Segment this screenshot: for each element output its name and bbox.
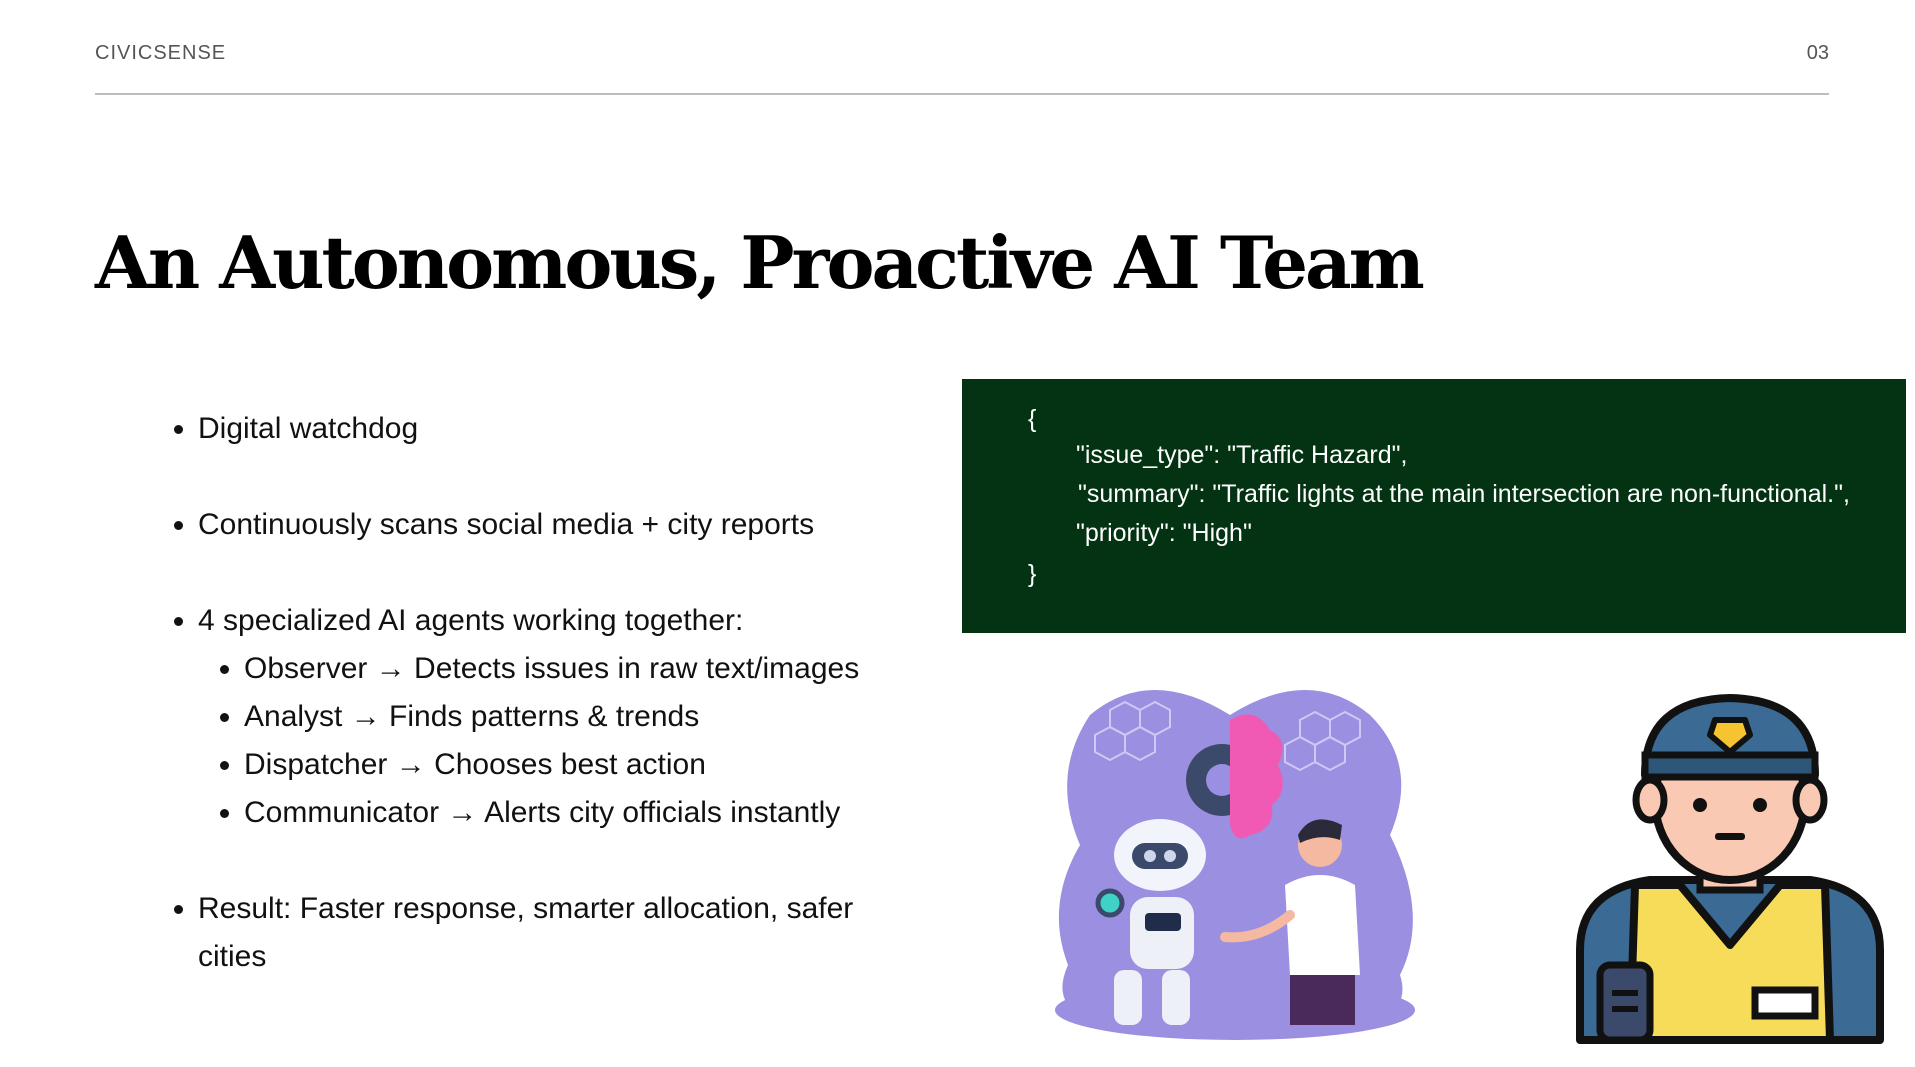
json-code-panel (962, 379, 1906, 633)
bullet-list (168, 405, 918, 1029)
agent-item-analyst: • Analyst → Finds patterns & trends (244, 693, 918, 741)
bullet-item: • Continuously scans social media + city reports (198, 501, 918, 549)
code-line-issue-type: "issue_type": "Traffic Hazard", (1076, 441, 1408, 469)
code-close-brace: } (1028, 560, 1037, 588)
slide-title: An Autonomous, Proactive AI Team (95, 220, 1422, 305)
bullet-item: • Result: Faster response, smarter allocation, safer cities (198, 885, 918, 981)
agent-item-communicator: • Communicator → Alerts city officials instantly (244, 789, 918, 837)
code-line-summary: "summary": "Traffic lights at the main intersection are non-functional.", (1078, 480, 1850, 508)
header-divider (95, 93, 1829, 95)
code-open-brace: { (1028, 405, 1037, 433)
bullet-item (198, 597, 918, 837)
brand-label: CIVICSENSE (95, 42, 227, 64)
agent-item-dispatcher: • Dispatcher → Chooses best action (244, 741, 918, 789)
bullet-item-label: 4 specialized AI agents working together: (198, 604, 744, 637)
agent-list (198, 645, 918, 837)
police-officer-icon (1560, 690, 1900, 1050)
bullet-item: • Digital watchdog (198, 405, 918, 453)
page-number: 03 (1806, 42, 1829, 64)
robot-human-handshake-illustration (1050, 675, 1420, 1047)
code-line-priority: "priority": "High" (1076, 519, 1252, 547)
agent-item-observer: • Observer → Detects issues in raw text/images (244, 645, 918, 693)
